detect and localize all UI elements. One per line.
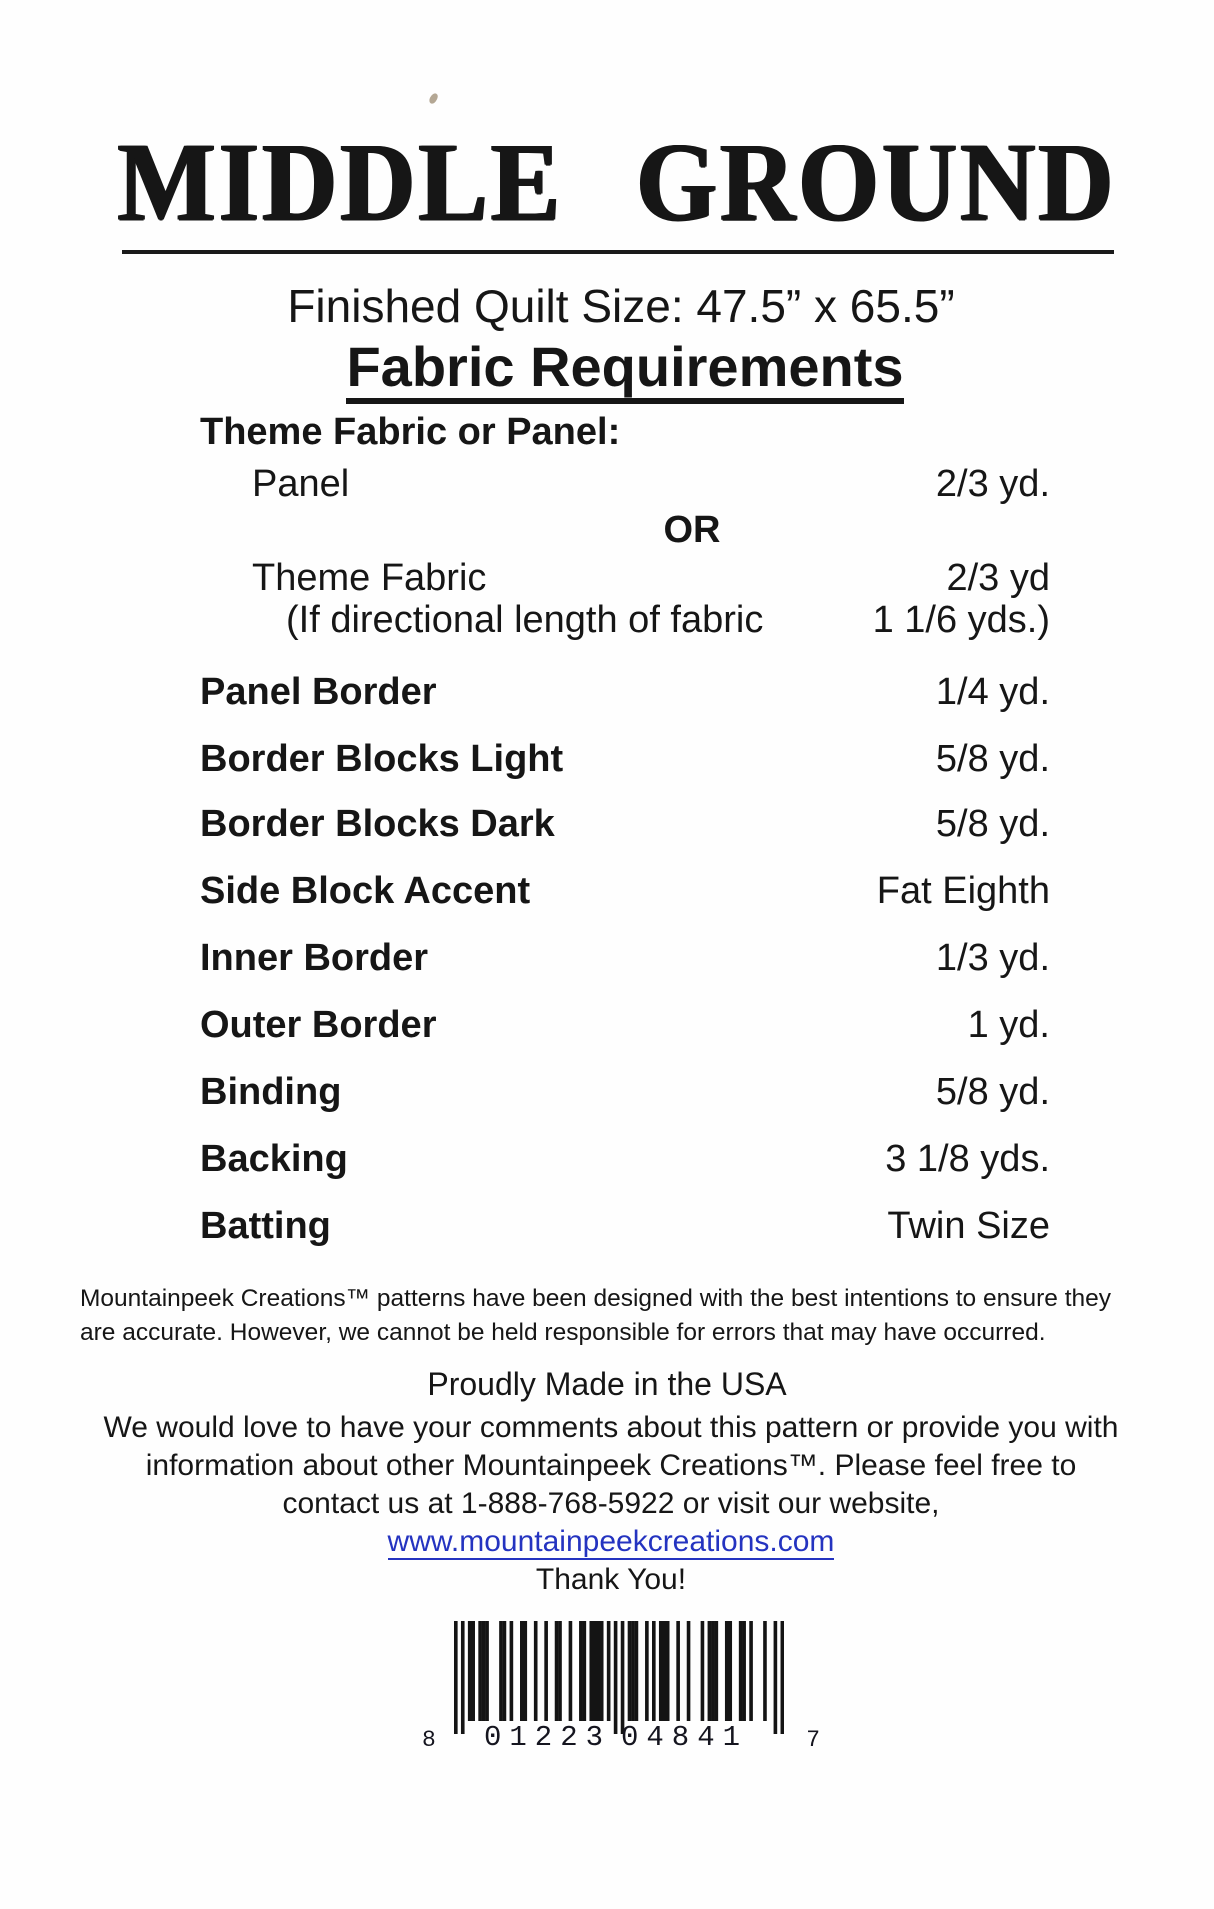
disclaimer-line-2: are accurate. However, we cannot be held responsible for errors that may have occurred. [80, 1319, 1046, 1346]
finished-quilt-size: Finished Quilt Size: 47.5” x 65.5” [287, 280, 955, 332]
barcode-number-system-digit: 8 [422, 1727, 436, 1753]
website-line [38, 1523, 1184, 1561]
website-link[interactable]: www.mountainpeekcreations.com [387, 1525, 835, 1558]
requirement-value: 2/3 yd. [935, 463, 1050, 505]
requirement-row-panel [200, 464, 1050, 504]
requirement-row-theme-fabric [200, 558, 1050, 598]
disclaimer-line-1: Mountainpeek Creations™ patterns have been designed with the best intentions to ensure they [80, 1285, 1112, 1312]
requirement-label: (If directional length of fabric [286, 599, 764, 641]
requirement-group-label: Theme Fabric or Panel: [200, 411, 621, 453]
page-title: MIDDLE GROUND [117, 120, 1117, 245]
requirement-label: Batting [200, 1205, 331, 1247]
requirement-label: Border Blocks Light [200, 738, 564, 780]
requirement-value: 1 yd. [967, 1004, 1050, 1046]
requirement-label: Side Block Accent [200, 870, 531, 912]
barcode-right-group-digits: 04841 [621, 1721, 749, 1754]
requirement-row-directional-note [200, 600, 1050, 640]
title-underline [122, 250, 1114, 254]
requirement-value: 3 1/8 yds. [885, 1138, 1050, 1180]
barcode-bars [454, 1621, 784, 1735]
requirement-value: 5/8 yd. [935, 1071, 1050, 1113]
requirement-label: Panel [252, 463, 350, 505]
requirement-row-binding [200, 1072, 1050, 1112]
requirement-value: Fat Eighth [876, 870, 1050, 912]
contact-line-2: information about other Mountainpeek Creations™. Please feel free to [145, 1449, 1077, 1482]
requirement-value: 2/3 yd [946, 557, 1050, 599]
requirement-row-side-block-accent [200, 871, 1050, 911]
requirement-row-backing [200, 1139, 1050, 1179]
requirement-value: 1/3 yd. [935, 937, 1050, 979]
requirement-label: Inner Border [200, 937, 429, 979]
contact-line-3: contact us at 1-888-768-5922 or visit our website, [282, 1487, 940, 1520]
requirement-value: 5/8 yd. [935, 738, 1050, 780]
requirement-value: Twin Size [887, 1205, 1050, 1247]
barcode-left-group-digits: 01223 [484, 1721, 612, 1754]
section-heading-wrap [18, 335, 1214, 404]
scan-speck-artifact [428, 92, 439, 105]
requirement-label: Theme Fabric [252, 557, 487, 599]
requirement-value: 5/8 yd. [935, 803, 1050, 845]
barcode-check-digit: 7 [806, 1727, 820, 1753]
requirement-label: Border Blocks Dark [200, 803, 555, 845]
fabric-requirements-list [200, 412, 1050, 1246]
requirement-row-outer-border [200, 1005, 1050, 1045]
requirement-row-border-blocks-light [200, 739, 1050, 779]
contact-line-1: We would love to have your comments about this pattern or provide you with [103, 1411, 1119, 1444]
upc-barcode [422, 1621, 820, 1766]
requirement-label: Outer Border [200, 1004, 437, 1046]
made-in-usa-text: Proudly Made in the USA [427, 1366, 787, 1402]
accuracy-disclaimer [80, 1282, 1154, 1350]
requirement-label: Panel Border [200, 671, 437, 713]
requirement-value: 1 1/6 yds.) [872, 599, 1050, 641]
requirement-row-inner-border [200, 938, 1050, 978]
requirement-row-panel-border [200, 672, 1050, 712]
or-separator: OR [663, 509, 721, 551]
requirement-row-batting [200, 1206, 1050, 1246]
thank-you-text: Thank You! [535, 1563, 687, 1596]
requirement-row-border-blocks-dark [200, 804, 1050, 844]
requirement-label: Binding [200, 1071, 342, 1113]
fabric-requirements-heading: Fabric Requirements [346, 338, 903, 404]
requirement-label: Backing [200, 1138, 348, 1180]
requirement-value: 1/4 yd. [935, 671, 1050, 713]
contact-paragraph [38, 1409, 1184, 1599]
